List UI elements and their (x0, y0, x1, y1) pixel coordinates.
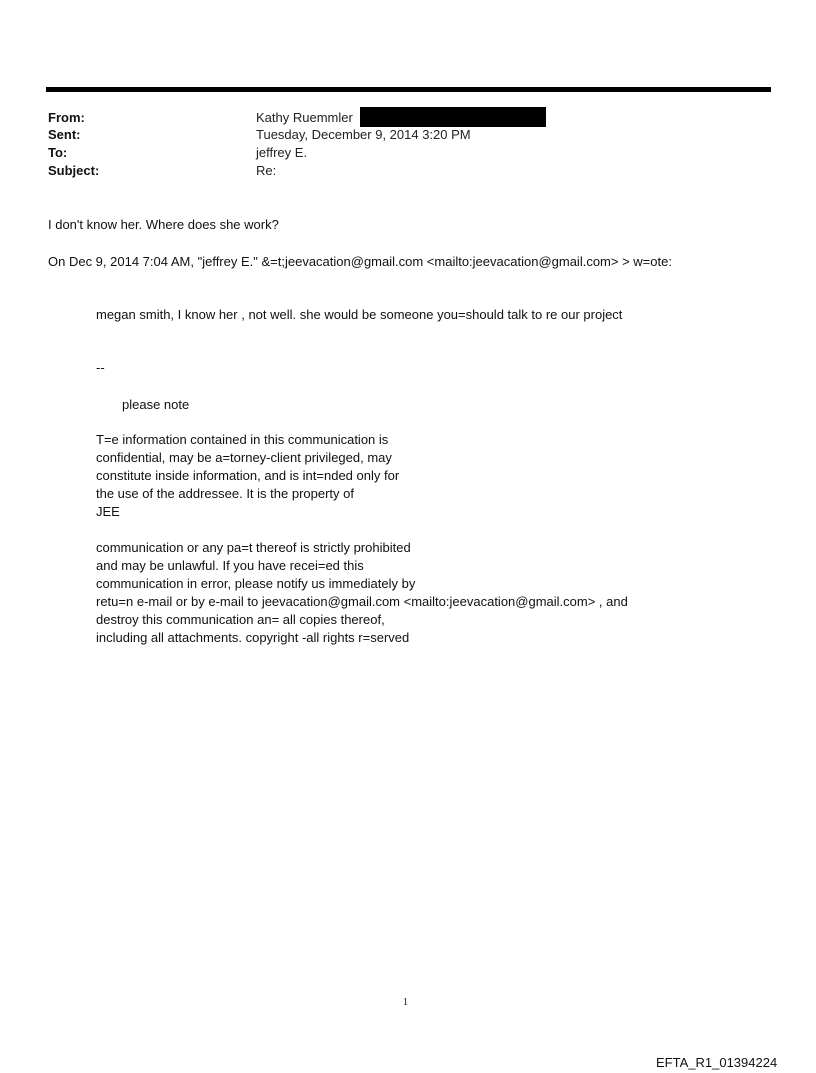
disclaimer-line: including all attachments. copyright -all rights r=served (96, 630, 410, 645)
disclaimer-line: communication or any pa=t thereof is strictly prohibited (96, 540, 411, 555)
disclaimer-line: destroy this communication an= all copies thereof, (96, 612, 385, 627)
from-label: From: (48, 110, 85, 125)
disclaimer-line: T=e information contained in this communication is (96, 432, 389, 447)
disclaimer-line: confidential, may be a=torney-client privileged, may (96, 450, 392, 465)
disclaimer-line: and may be unlawful. If you have recei=ed this (96, 558, 364, 573)
from-value: Kathy Ruemmler (256, 110, 353, 125)
reply-text: I don't know her. Where does she work? (48, 217, 279, 232)
sent-label: Sent: (48, 127, 81, 142)
please-note: please note (122, 397, 190, 412)
redaction-block (360, 107, 546, 127)
quoted-message: megan smith, I know her , not well. she would be someone you=should talk to re our project (96, 307, 623, 322)
quote-attribution: On Dec 9, 2014 7:04 AM, "jeffrey E." &=t;jeevacation@gmail.com <mailto:jeevacation@gmail.com> > w=ote: (48, 254, 672, 269)
to-label: To: (48, 145, 68, 160)
disclaimer-line: the use of the addressee. It is the property of (96, 486, 354, 501)
header-rule (46, 87, 771, 92)
document-id: EFTA_R1_01394224 (656, 1055, 778, 1070)
disclaimer-line: JEE (96, 504, 120, 519)
signature-separator: -- (96, 360, 105, 375)
disclaimer-line: communication in error, please notify us immediately by (96, 576, 416, 591)
sent-value: Tuesday, December 9, 2014 3:20 PM (256, 127, 471, 142)
subject-value: Re: (256, 163, 277, 178)
disclaimer-line: retu=n e-mail or by e-mail to jeevacation@gmail.com <mailto:jeevacation@gmail.com> , and (96, 594, 628, 609)
page-number: 1 (403, 997, 408, 1008)
to-value: jeffrey E. (256, 145, 308, 160)
disclaimer-line: constitute inside information, and is int=nded only for (96, 468, 400, 483)
subject-label: Subject: (48, 163, 100, 178)
